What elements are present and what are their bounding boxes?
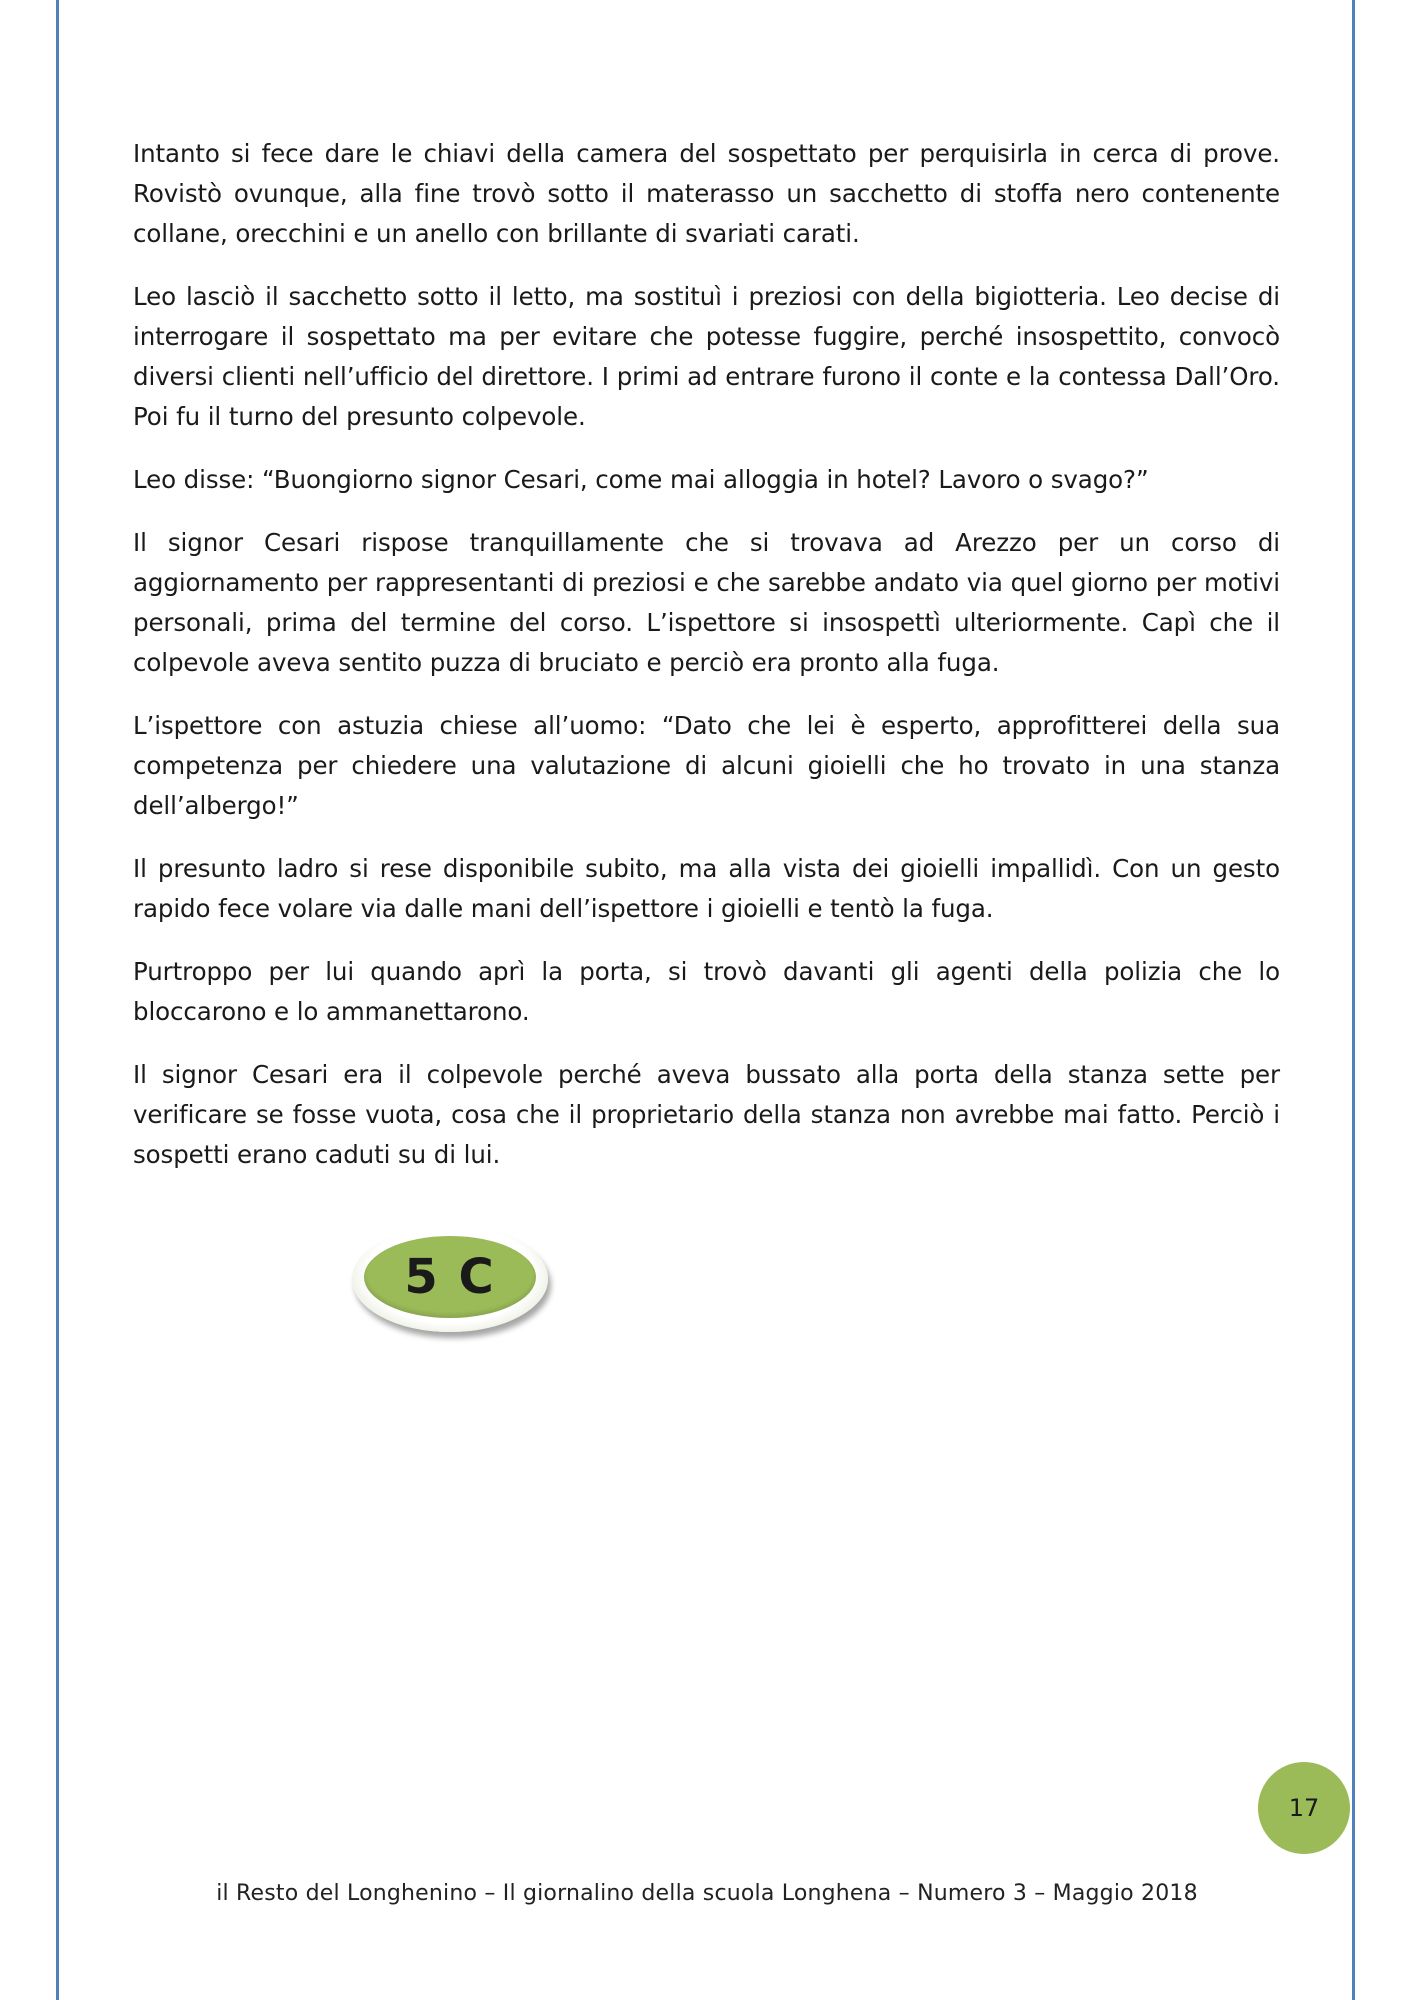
paragraph: L’ispettore con astuzia chiese all’uomo: “Dato che lei è esperto, approfitterei della sua competenza per chiedere una valutazione di alcuni gioielli che ho trovato in una stanza dell’albergo!” [133, 711, 1280, 820]
paragraph: Purtroppo per lui quando aprì la porta, si trovò davanti gli agenti della polizia che lo bloccarono e lo ammanettarono. [133, 957, 1280, 1026]
paragraph: Il signor Cesari rispose tranquillamente che si trovava ad Arezzo per un corso di aggiornamento per rappresentanti di preziosi e che sarebbe andato via quel giorno per motivi personali, prima del termine del corso. L’ispettore si insospettì ulteriormente. Capì che il colpevole aveva sentito puzza di bruciato e perciò era pronto alla fuga. [133, 528, 1280, 677]
paragraph: Il signor Cesari era il colpevole perché aveva bussato alla porta della stanza sette per verificare se fosse vuota, cosa che il proprietario della stanza non avrebbe mai fatto. Perciò i sospetti erano caduti su di lui. [133, 1060, 1280, 1169]
paragraph: Intanto si fece dare le chiavi della camera del sospettato per perquisirla in cerca di prove. Rovistò ovunque, alla fine trovò sotto il materasso un sacchetto di stoffa nero contenente collane, orecchini e un anello con brillante di svariati carati. [133, 139, 1280, 248]
page-border-right [1352, 0, 1355, 2000]
page-number: 17 [1258, 1762, 1350, 1854]
page-border-left [56, 0, 59, 2000]
paragraph: Il presunto ladro si rese disponibile subito, ma alla vista dei gioielli impallidì. Con un gesto rapido fece volare via dalle mani dell’ispettore i gioielli e tentò la fuga. [133, 854, 1280, 923]
class-badge-label: 5 C [404, 1249, 496, 1305]
page-footer: il Resto del Longhenino – Il giornalino della scuola Longhena – Numero 3 – Maggio 2018 [216, 1881, 1198, 1906]
paragraph: Leo lasciò il sacchetto sotto il letto, ma sostituì i preziosi con della bigiotteria. Leo decise di interrogare il sospettato ma per evitare che potesse fuggire, perché insospettito, convocò diversi clienti nell’ufficio del direttore. I primi ad entrare furono il conte e la contessa Dall’Oro. Poi fu il turno del presunto colpevole. [133, 282, 1280, 431]
class-badge [352, 1226, 552, 1336]
article-body [133, 134, 1280, 1198]
class-badge-inner [364, 1236, 536, 1318]
paragraph: Leo disse: “Buongiorno signor Cesari, come mai alloggia in hotel? Lavoro o svago?” [133, 465, 1149, 494]
